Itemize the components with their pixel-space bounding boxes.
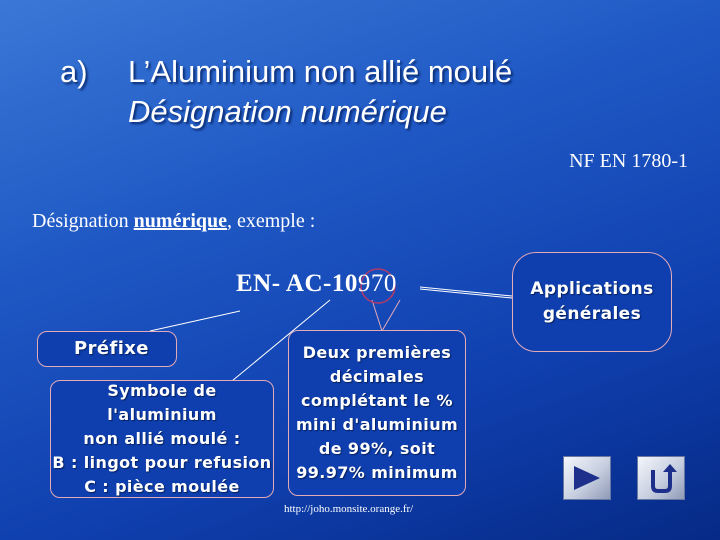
code-part1: EN- AC-10	[236, 270, 358, 297]
return-arrow-icon	[643, 460, 679, 496]
intro-underlined: numérique	[133, 210, 227, 232]
intro-before: Désignation	[32, 210, 134, 232]
next-slide-button[interactable]	[563, 456, 611, 500]
source-url[interactable]: http://joho.monsite.orange.fr/	[284, 503, 414, 515]
callout-deux-line: Deux premières	[302, 343, 452, 362]
callout-deux-line: de 99%, soit	[318, 439, 436, 458]
callout-deux-line: décimales	[329, 367, 425, 386]
return-button[interactable]	[637, 456, 685, 500]
title-line2: Désignation numérique	[128, 94, 447, 129]
code-part3: 0	[383, 270, 397, 297]
title-line1: L’Aluminium non allié moulé	[128, 54, 513, 89]
callout-deux-line: mini d'aluminium	[295, 415, 459, 434]
intro-after: , exemple :	[227, 210, 316, 232]
designation-code	[236, 270, 397, 298]
callout-deux-decimales	[288, 330, 466, 496]
slide-title	[60, 52, 512, 132]
callout-deux-line: complétant le %	[301, 391, 453, 410]
callout-prefixe	[37, 331, 177, 367]
callout-app-line: Applications	[530, 279, 654, 299]
callout-symbole-line: Symbole de l'aluminium	[107, 381, 217, 424]
intro-text	[32, 210, 315, 233]
callout-symbole-line: C : pièce moulée	[84, 477, 240, 496]
title-number: a)	[60, 54, 88, 89]
play-triangle-icon	[570, 463, 604, 493]
callout-applications	[512, 252, 672, 352]
callout-prefixe-text: Préfixe	[74, 338, 149, 359]
callout-symbole-line: non allié moulé :	[83, 429, 241, 448]
callout-symbole-line: B : lingot pour refusion	[52, 453, 272, 472]
callout-app-line: générales	[542, 304, 642, 324]
code-part2: 97	[357, 270, 384, 297]
norme-reference: NF EN 1780-1	[569, 150, 688, 172]
callout-deux-line: 99.97% minimum	[296, 463, 458, 482]
callout-symbole	[50, 380, 274, 498]
